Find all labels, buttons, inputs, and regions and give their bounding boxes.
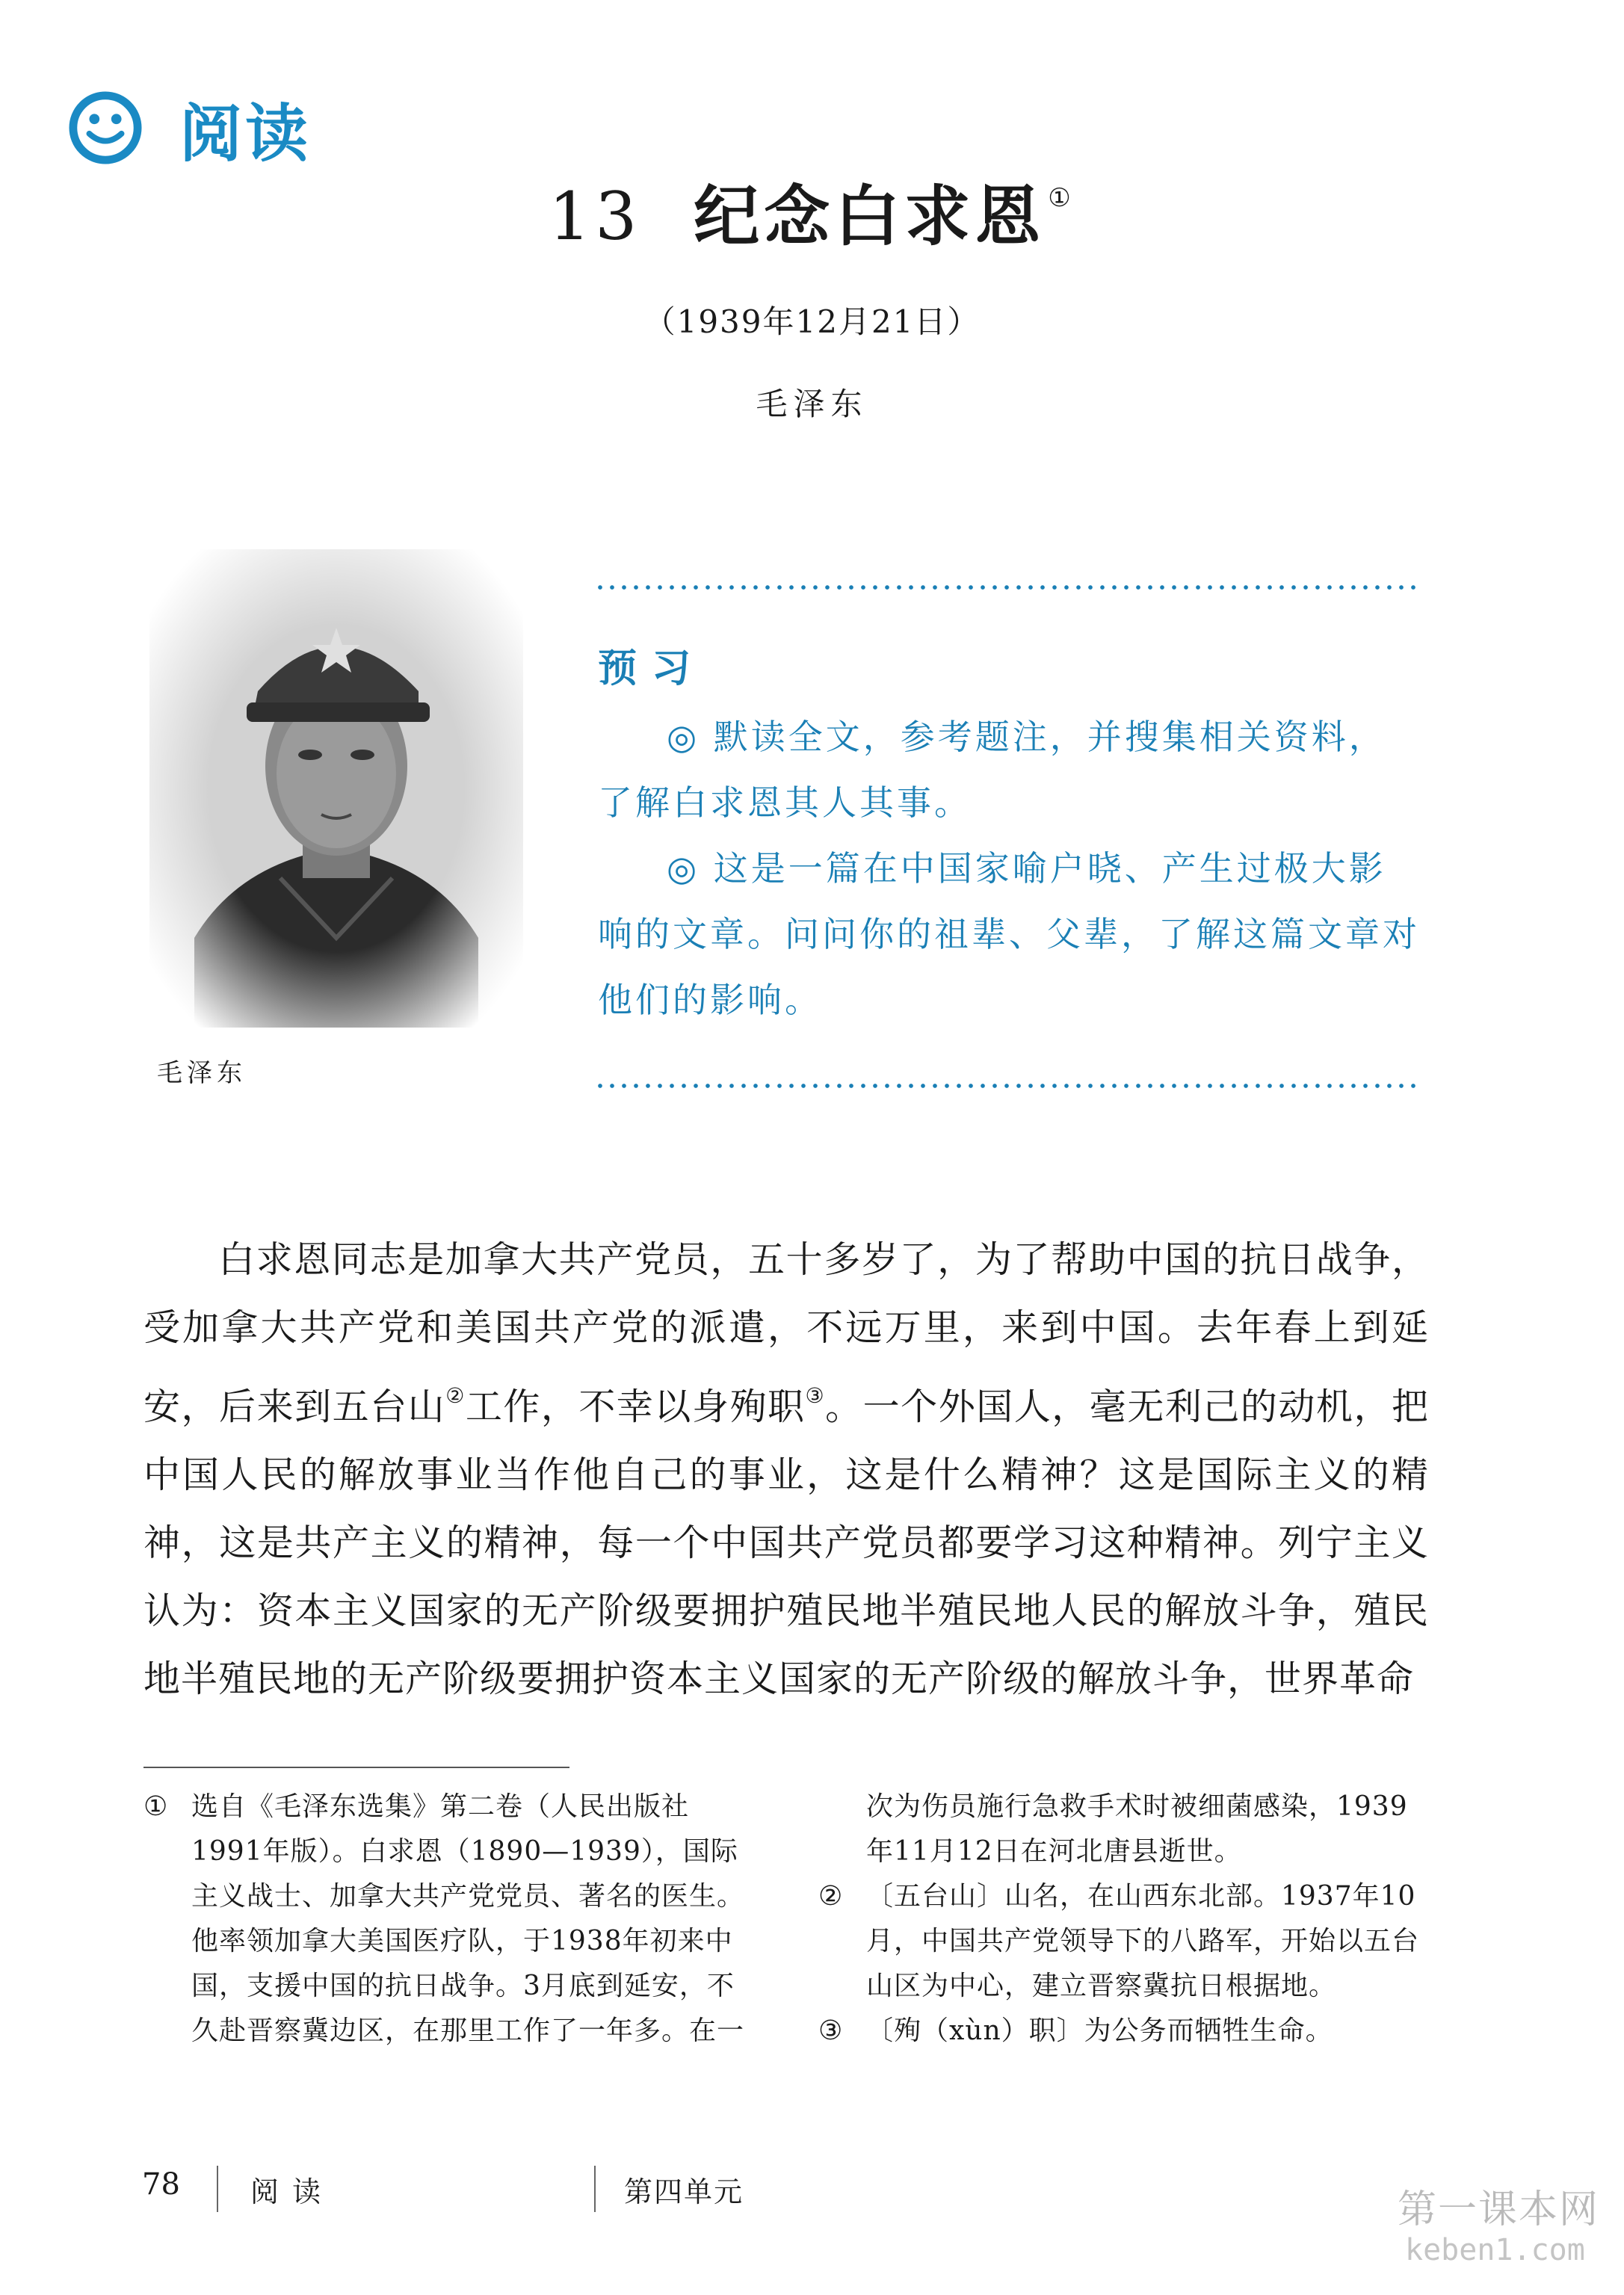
preview-top-divider [594,584,1420,590]
lesson-title [0,164,1624,259]
page-number: 78 [142,2167,180,2202]
footnote-text: 〔殉（xùn）职〕为公务而牺牲生命。 [866,2016,1333,2046]
body-text-segment: 。一个外国人，毫无利己的动机，把中国人民的解放事业当作他自己的事业，这是什么精神？这是国际主义的精神，这是共产主义的精神，每一个中国共产党员都要学习这种精神。列宁主义认为：资本主义国家的无产阶级要拥护殖民地半殖民地人民的解放斗争，殖民地半殖民地的无产阶级要拥护资本主义国家的无产阶级的解放斗争，世界革命 [143,1386,1429,1700]
footer-divider [594,2166,596,2212]
footnote-divider [143,1767,569,1768]
preview-item: ◎ 默读全文，参考题注，并搜集相关资料，了解白求恩其人其事。 [598,717,1386,823]
title-footnote-marker[interactable]: ① [1048,183,1075,213]
footnote-marker-3[interactable]: ③ [805,1383,826,1408]
footnote-2 [818,1874,1431,2009]
footnote-1 [143,1785,756,2054]
preview-bottom-divider [594,1083,1420,1089]
portrait-caption: 毛泽东 [157,1058,247,1088]
footnotes-right-column [818,1785,1431,2054]
footnote-mark: ① [143,1791,169,1822]
date-line: （1939年12月21日） [643,303,981,340]
body-text-segment: 白求恩同志是加拿大共产党员，五十多岁了，为了帮助中国的抗日战争，受加拿大共产党和美国共产党的派遣，不远万里，来到中国。去年春上到延安，后来到五台山 [143,1238,1429,1428]
watermark-url: keben1.com [1405,2233,1585,2267]
footnote-mark: ③ [818,2016,844,2046]
footer-divider [217,2166,218,2212]
smiley-face-icon [69,91,142,164]
body-paragraph [143,1226,1429,1713]
portrait-photo [149,549,523,1028]
preview-heading: 预习 [598,646,706,691]
footnote-3 [818,2009,1431,2054]
footnotes-left-column [143,1785,756,2054]
lesson-title-text: 纪念白求恩 [694,177,1046,255]
author-line: 毛泽东 [756,386,868,422]
footer-section-label: 阅读 [250,2175,335,2208]
body-text-segment: 工作，不幸以身殉职 [465,1386,806,1428]
section-label: 阅读 [179,97,312,170]
preview-item: ◎ 这是一篇在中国家喻户晓、产生过极大影响的文章。问问你的祖辈、父辈，了解这篇文章对他们的影响。 [598,848,1420,1020]
footnote-text: 选自《毛泽东选集》第二卷（人民出版社1991年版）。白求恩（1890—1939），国际主义战士、加拿大共产党党员、著名的医生。他率领加拿大美国医疗队，于1938年初来中国，支援中国的抗日战争。3月底到延安，不久赴晋察冀边区，在那里工作了一年多。在一 [191,1791,745,2046]
watermark-text: 第一课本网 [1398,2187,1600,2232]
footer-unit-label: 第四单元 [624,2175,744,2208]
footnote-1-continued: 次为伤员施行急救手术时被细菌感染，1939年11月12日在河北唐县逝世。 [866,1791,1408,1867]
footnote-mark: ② [818,1881,844,1912]
lesson-number: 13 [549,178,642,255]
footnote-text: 〔五台山〕山名，在山西东北部。1937年10月，中国共产党领导下的八路军，开始以五台山区为中心，建立晋察冀抗日根据地。 [866,1881,1420,2001]
footnote-marker-2[interactable]: ② [445,1383,466,1408]
